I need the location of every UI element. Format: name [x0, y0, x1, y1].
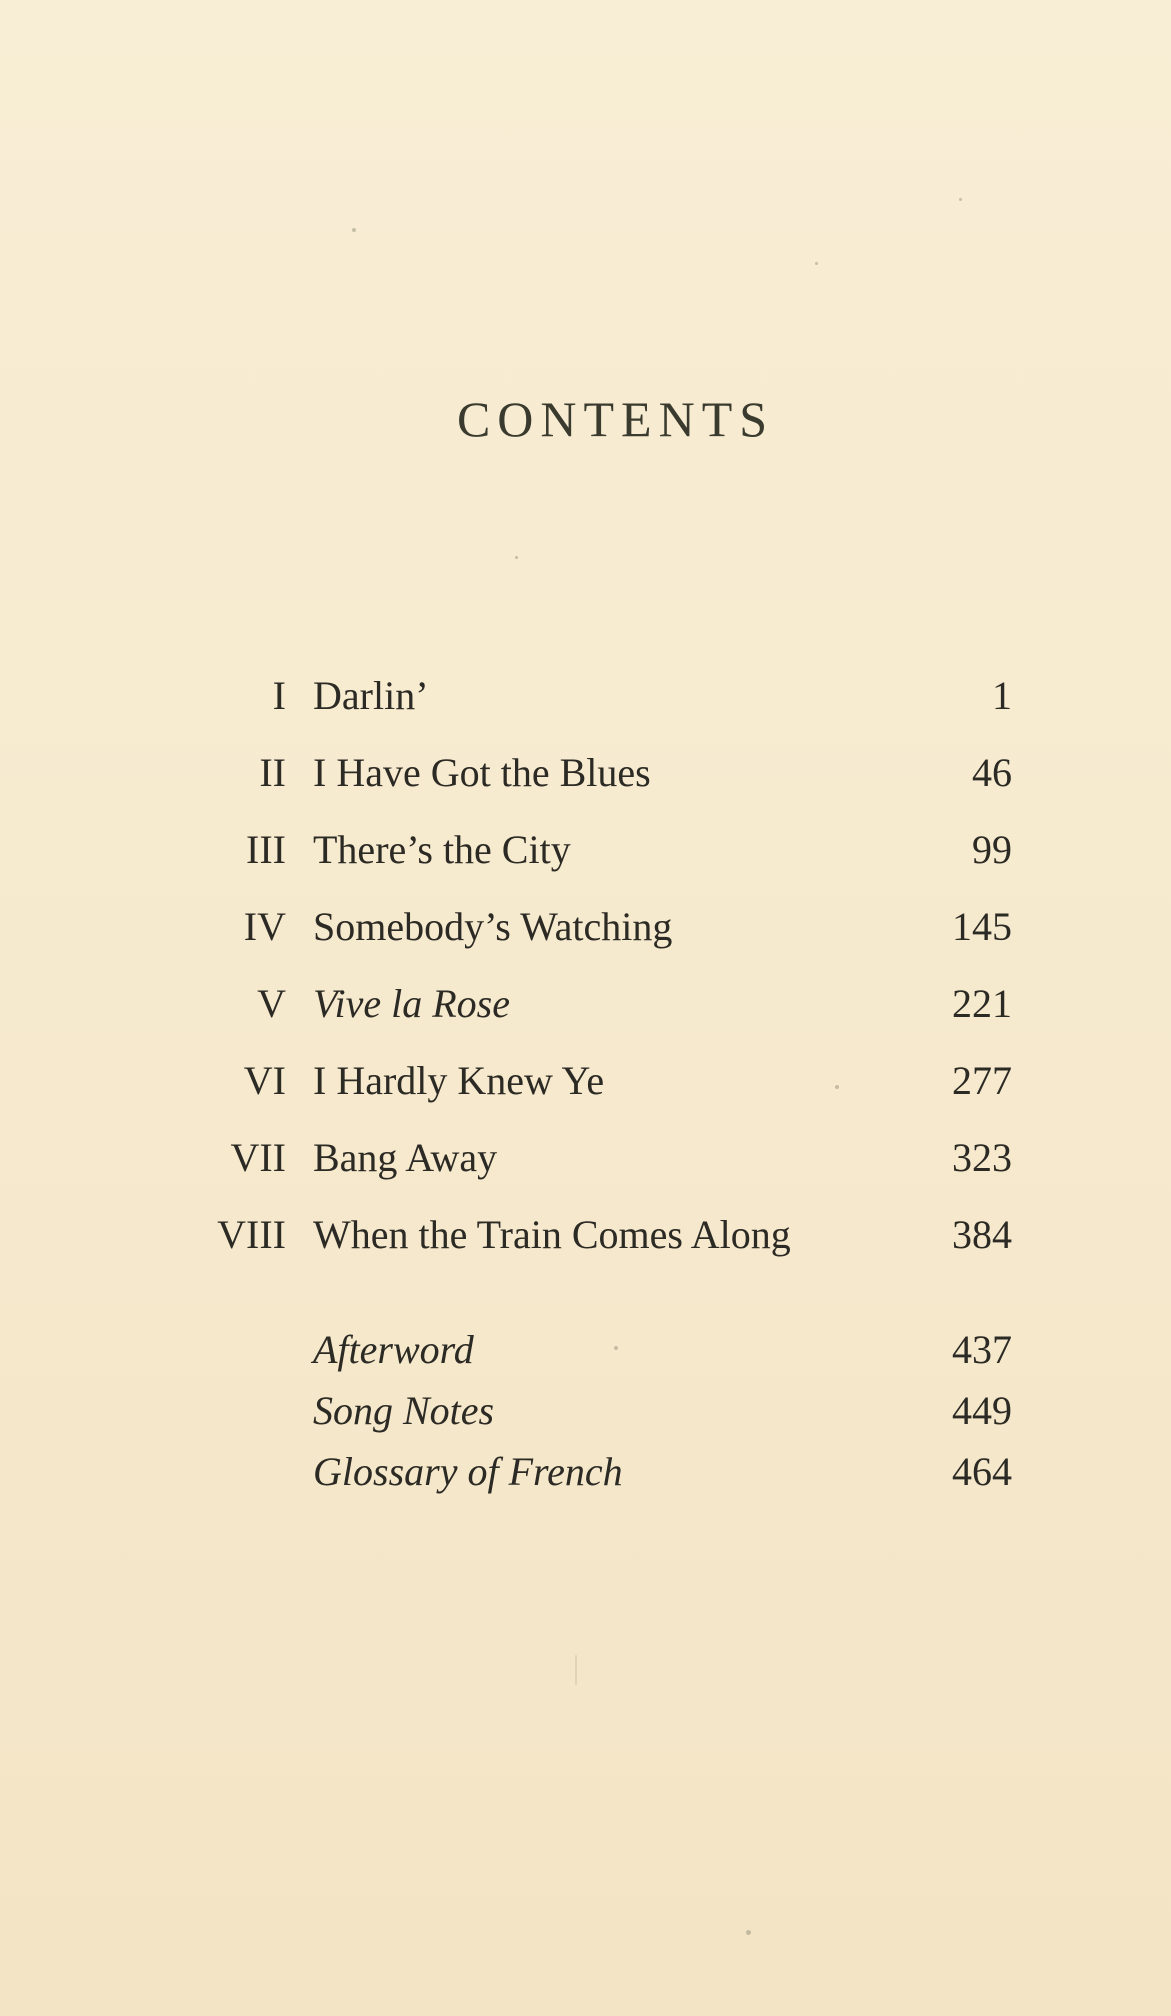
chapter-title: There’s the City — [313, 827, 571, 872]
chapter-numeral: VI — [243, 1058, 286, 1103]
paper-speck — [959, 198, 962, 201]
chapter-numeral: I — [272, 673, 286, 718]
toc-entry — [0, 1205, 1171, 1265]
contents-heading: CONTENTS — [456, 391, 775, 447]
toc-entry — [0, 1051, 1171, 1111]
toc-entry — [0, 1128, 1171, 1188]
page-number: 221 — [952, 981, 1012, 1026]
chapter-title: Vive la Rose — [313, 981, 510, 1026]
page-number: 1 — [992, 673, 1012, 718]
chapter-numeral: II — [259, 750, 286, 795]
page-number: 145 — [952, 904, 1012, 949]
paper-speck — [515, 556, 518, 559]
paper-speck — [746, 1930, 751, 1935]
chapter-title: I Have Got the Blues — [313, 750, 651, 795]
toc-entry — [0, 820, 1171, 880]
page-number: 449 — [952, 1388, 1012, 1433]
paper-mark — [575, 1655, 577, 1685]
paper-speck — [835, 1085, 839, 1089]
toc-back-matter-entry — [0, 1381, 1171, 1441]
paper-speck — [352, 228, 356, 232]
chapter-title: Darlin’ — [313, 673, 429, 718]
paper-speck — [815, 262, 818, 265]
toc-entry — [0, 974, 1171, 1034]
chapter-title: Bang Away — [313, 1135, 498, 1180]
toc-back-matter-entry — [0, 1320, 1171, 1380]
chapter-numeral: III — [246, 827, 286, 872]
chapter-title: When the Train Comes Along — [313, 1212, 791, 1257]
chapter-numeral: IV — [243, 904, 286, 949]
page-number: 437 — [952, 1327, 1012, 1372]
toc-back-matter-entry — [0, 1442, 1171, 1502]
chapter-numeral: VII — [230, 1135, 286, 1180]
back-matter-title: Glossary of French — [313, 1449, 623, 1494]
page-number: 46 — [972, 750, 1012, 795]
page-number: 464 — [952, 1449, 1012, 1494]
page-number: 277 — [952, 1058, 1012, 1103]
chapter-numeral: V — [257, 981, 286, 1026]
paper-speck — [614, 1346, 618, 1350]
chapter-numeral: VIII — [217, 1212, 286, 1257]
toc-entry — [0, 666, 1171, 726]
chapter-title: Somebody’s Watching — [313, 904, 673, 949]
back-matter-title: Song Notes — [313, 1388, 495, 1433]
toc-entry — [0, 743, 1171, 803]
page-number: 99 — [972, 827, 1012, 872]
page-number: 384 — [952, 1212, 1012, 1257]
chapter-title: I Hardly Knew Ye — [313, 1058, 605, 1103]
page-number: 323 — [952, 1135, 1012, 1180]
toc-entry — [0, 897, 1171, 957]
back-matter-title: Afterword — [313, 1327, 474, 1372]
